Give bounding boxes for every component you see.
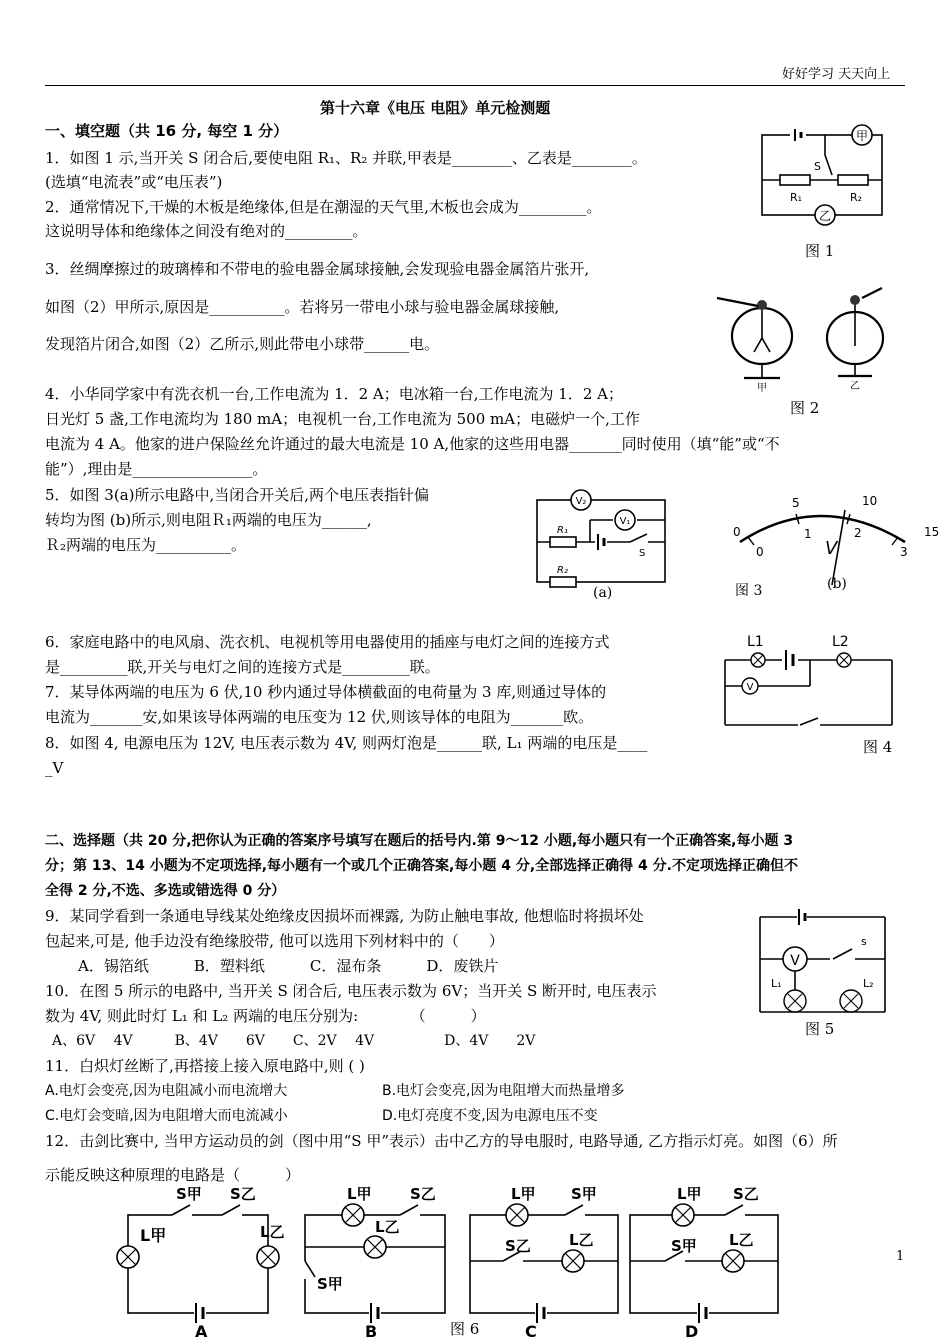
page-number: 1 <box>896 1249 905 1264</box>
fig6b-switch-yi-gap <box>400 1209 420 1221</box>
fig6a-s-yi-label: S乙 <box>230 1185 256 1203</box>
fig3b-inner-tick-3: 3 <box>900 545 908 559</box>
fig2-ball-right <box>850 295 860 305</box>
q4-line2: 日光灯 5 盏,工作电流均为 180 mA；电视机一台,工作电流为 500 mA；电磁炉一个,工作 <box>45 410 640 428</box>
fig1-switch-label: S <box>814 160 821 173</box>
fig6b-l-yi-label: L乙 <box>375 1218 400 1236</box>
header-motto: 好好学习 天天向上 <box>782 67 891 82</box>
q7-line2: 电流为_______安,如果该导体两端的电压变为 12 伏,则该导体的电阻为_______欧。 <box>45 708 594 726</box>
fig2-probe <box>862 288 882 298</box>
page-title: 第十六章《电压 电阻》单元检测题 <box>320 99 551 117</box>
fig6c-loop <box>470 1215 618 1313</box>
fig3b-outer-tick-5: 5 <box>792 496 800 510</box>
figure-3b-meter <box>720 490 945 590</box>
q2-line1: 2．通常情况下,干燥的木板是绝缘体,但是在潮湿的天气里,木板也会成为_________。 <box>45 198 602 216</box>
fig1-resistor-r1 <box>780 175 810 185</box>
figure-6d-circuit <box>625 1185 785 1340</box>
fig6d-s-yi-label: S乙 <box>733 1185 759 1203</box>
q3-line1: 3．丝绸摩擦过的玻璃棒和不带电的验电器金属球接触,会发现验电器金属箔片张开, <box>45 260 590 278</box>
figure-4-caption: 图 4 <box>863 738 893 756</box>
q2-line2: 这说明导体和绝缘体之间没有绝对的_________。 <box>45 222 368 240</box>
fig3a-r1-label: R₁ <box>557 525 568 536</box>
fig6a-s-jia-label: S甲 <box>176 1185 202 1203</box>
figure-6-caption: 图 6 <box>450 1320 480 1338</box>
fig5-switch <box>833 949 852 959</box>
fig1-r1-label: R₁ <box>790 191 803 204</box>
figure-5-circuit <box>755 907 895 1017</box>
fig4-l1-label: L1 <box>747 634 764 650</box>
fig2-ball-left <box>757 300 767 310</box>
q5-line2: 转均为图 (b)所示,则电阻Ｒ₁两端的电压为______, <box>45 511 372 529</box>
fig3b-outer-tick-0: 0 <box>733 525 741 539</box>
fig6c-s-yi-label: S乙 <box>505 1237 531 1255</box>
fig2-left-label: 甲 <box>757 383 767 394</box>
q11-option-c: C.电灯会变暗,因为电阻增大而电流减小 <box>45 1108 288 1124</box>
fig1-resistor-r2 <box>838 175 868 185</box>
fig6d-loop <box>630 1215 778 1313</box>
fig3b-scale-arc <box>740 516 905 542</box>
fig6b-s-jia-label: S甲 <box>317 1275 343 1293</box>
section2-heading-line3: 全得 2 分,不选、多选或错选得 0 分） <box>45 883 286 899</box>
fig6d-l-yi-label: L乙 <box>729 1231 754 1249</box>
q12-line2: 示能反映这种原理的电路是（ ） <box>45 1166 301 1184</box>
q9-line1: 9．某同学看到一条通电导线某处绝缘皮因损坏而裸露, 为防止触电事故, 他想临时将损坏处 <box>45 907 644 925</box>
figure-1-circuit <box>750 125 900 225</box>
fig2-right-label: 乙 <box>850 381 860 392</box>
figure-3a-circuit <box>535 490 670 590</box>
fig6b-s-yi-label: S乙 <box>410 1185 436 1203</box>
figure-5-caption: 图 5 <box>805 1020 835 1038</box>
fig5-l1-label: L₁ <box>771 977 782 990</box>
q8-line2: _V <box>45 759 64 777</box>
fig4-l2-label: L2 <box>832 634 849 650</box>
fig3b-inner-tick-0: 0 <box>756 545 764 559</box>
fig2-leaf-left2 <box>762 338 770 352</box>
figure-6-option-d: D <box>685 1322 699 1341</box>
fig3a-r2-label: R₂ <box>557 565 568 576</box>
fig3b-tick-15 <box>892 537 898 545</box>
section2-heading-line2: 分；第 13、14 小题为不定项选择,每小题有一个或几个正确答案,每小题 4 分,全部选择正确得 4 分.不定项选择正确但不 <box>45 858 798 874</box>
fig3a-r1 <box>550 537 576 547</box>
fig5-l2-label: L₂ <box>863 977 874 990</box>
fig1-meter-yi-label: 乙 <box>818 209 832 223</box>
fig6b-switch-jia-gap <box>299 1261 311 1279</box>
q1-line1: 1．如图 1 示,当开关 S 闭合后,要使电阻 R₁、R₂ 并联,甲表是________、乙表是________。 <box>45 149 647 167</box>
figure-1-caption: 图 1 <box>805 242 835 260</box>
fig4-battery-gap <box>782 652 798 668</box>
q3-line2: 如图（2）甲所示,原因是__________。若将另一带电小球与验电器金属球接触, <box>45 298 560 316</box>
q10-line2: 数为 4V, 则此时灯 L₁ 和 L₂ 两端的电压分别为: （ ） <box>45 1007 486 1025</box>
figure-4-circuit <box>720 630 900 730</box>
fig4-voltmeter-label: V <box>746 682 754 693</box>
q10-line1: 10．在图 5 所示的电路中, 当开关 S 闭合后, 电压表示数为 6V；当开关 S 断开时, 电压表示 <box>45 982 657 1000</box>
fig5-voltmeter-label: V <box>790 953 800 969</box>
fig6d-switch-jia-gap <box>665 1255 685 1267</box>
header-rule <box>45 85 905 86</box>
fig5-switch-label: s <box>861 935 867 948</box>
figure-6-option-a: A <box>195 1322 208 1341</box>
fig4-switch <box>800 718 818 725</box>
q10-options: A、6V 4V B、4V 6V C、2V 4V D、4V 2V <box>52 1033 536 1049</box>
fig3b-inner-tick-2: 2 <box>854 526 862 540</box>
q11-option-b: B.电灯会变亮,因为电阻增大而热量增多 <box>382 1083 625 1099</box>
figure-2-electroscopes <box>712 288 892 393</box>
fig6c-switch-jia-gap <box>565 1209 585 1221</box>
q6-line2: 是_________联,开关与电灯之间的连接方式是_________联。 <box>45 658 440 676</box>
fig6a-switch-yi-gap <box>222 1209 242 1221</box>
q1-line2: (选填“电流表”或“电压表”) <box>45 173 223 191</box>
q5-line3: Ｒ₂两端的电压为__________。 <box>45 536 247 554</box>
fig6b-l-jia-label: L甲 <box>347 1185 372 1203</box>
figure-2-caption: 图 2 <box>790 399 820 417</box>
fig1-switch-lever <box>825 155 832 175</box>
q4-line3: 电流为 4 A。他家的进户保险丝允许通过的最大电流是 10 A,他家的这些用电器_______同时使用（填“能”或“不 <box>45 435 780 453</box>
fig2-glass-rod <box>717 298 758 306</box>
q11-option-a: A.电灯会变亮,因为电阻减小而电流增大 <box>45 1083 288 1099</box>
fig3b-outer-tick-15: 15 <box>924 525 940 539</box>
q5-line1: 5．如图 3(a)所示电路中,当闭合开关后,两个电压表指针偏 <box>45 486 430 504</box>
figure-3-caption: 图 3 <box>735 583 763 599</box>
q6-line1: 6．家庭电路中的电风扇、洗衣机、电视机等用电器使用的插座与电灯之间的连接方式 <box>45 633 610 651</box>
fig3b-tick-0 <box>748 537 754 545</box>
fig3a-r2 <box>550 577 576 587</box>
fig6c-s-jia-label: S甲 <box>571 1185 597 1203</box>
fig2-leaf-left1 <box>754 338 762 352</box>
section2-heading-line1: 二、选择题（共 20 分,把你认为正确的答案序号填写在题后的括号内.第 9～12 小题,每小题只有一个正确答案,每小题 3 <box>45 833 794 849</box>
q4-line1: 4．小华同学家中有洗衣机一台,工作电流为 1．2 A；电冰箱一台,工作电流为 1．2 A； <box>45 385 623 403</box>
figure-3b-label: (b) <box>827 576 847 592</box>
fig6d-s-jia-label: S甲 <box>671 1237 697 1255</box>
figure-3a-label: (a) <box>593 585 613 601</box>
fig6c-l-yi-label: L乙 <box>569 1231 594 1249</box>
fig6c-switch-yi-gap <box>503 1255 523 1267</box>
q7-line1: 7．某导体两端的电压为 6 伏,10 秒内通过导体横截面的电荷量为 3 库,则通过导体的 <box>45 683 607 701</box>
fig6d-switch-yi-gap <box>725 1209 745 1221</box>
fig1-battery-gap <box>790 131 806 139</box>
figure-6c-circuit <box>465 1185 625 1340</box>
q4-line4: 能”）,理由是________________。 <box>45 460 268 478</box>
fig3b-inner-tick-1: 1 <box>804 527 812 541</box>
fig6a-switch-jia-gap <box>172 1209 192 1221</box>
figure-6-option-b: B <box>365 1322 378 1341</box>
section1-heading: 一、填空题（共 16 分, 每空 1 分） <box>45 122 289 140</box>
q3-line3: 发现箔片闭合,如图（2）乙所示,则此带电小球带______电。 <box>45 335 440 353</box>
fig3a-v2-label: V₂ <box>575 496 587 507</box>
fig3b-outer-tick-10: 10 <box>862 494 878 508</box>
q11-stem: 11．白炽灯丝断了,再搭接上接入原电路中,则 ( ) <box>45 1057 365 1075</box>
fig3a-v1-label: V₁ <box>619 516 631 527</box>
q11-option-d: D.电灯亮度不变,因为电源电压不变 <box>382 1108 598 1124</box>
fig1-r2-label: R₂ <box>850 191 863 204</box>
q9-line2: 包起来,可是, 他手边没有绝缘胶带, 他可以选用下列材料中的（ ） <box>45 932 504 950</box>
fig1-meter-jia-label: 甲 <box>855 129 869 143</box>
figure-6a-circuit <box>110 1185 290 1340</box>
fig3a-switch-label: S <box>639 548 646 559</box>
fig3b-unit: V <box>825 538 838 559</box>
q12-line1: 12．击剑比赛中, 当甲方运动员的剑（图中用“S 甲”表示）击中乙方的导电服时, 电路导通, 乙方指示灯亮。如图（6）所 <box>45 1132 838 1150</box>
fig6d-l-jia-label: L甲 <box>677 1185 702 1203</box>
fig6c-l-jia-label: L甲 <box>511 1185 536 1203</box>
figure-6b-circuit <box>295 1185 455 1340</box>
fig6a-l-jia-label: L甲 <box>140 1226 167 1245</box>
q9-options: A．锡箔纸 B．塑料纸 C．湿布条 D．废铁片 <box>78 957 499 975</box>
q8-line1: 8．如图 4, 电源电压为 12V, 电压表示数为 4V, 则两灯泡是______联, L₁ 两端的电压是____ <box>45 734 648 752</box>
fig6a-l-yi-label: L乙 <box>260 1223 285 1241</box>
figure-6-option-c: C <box>525 1322 537 1341</box>
